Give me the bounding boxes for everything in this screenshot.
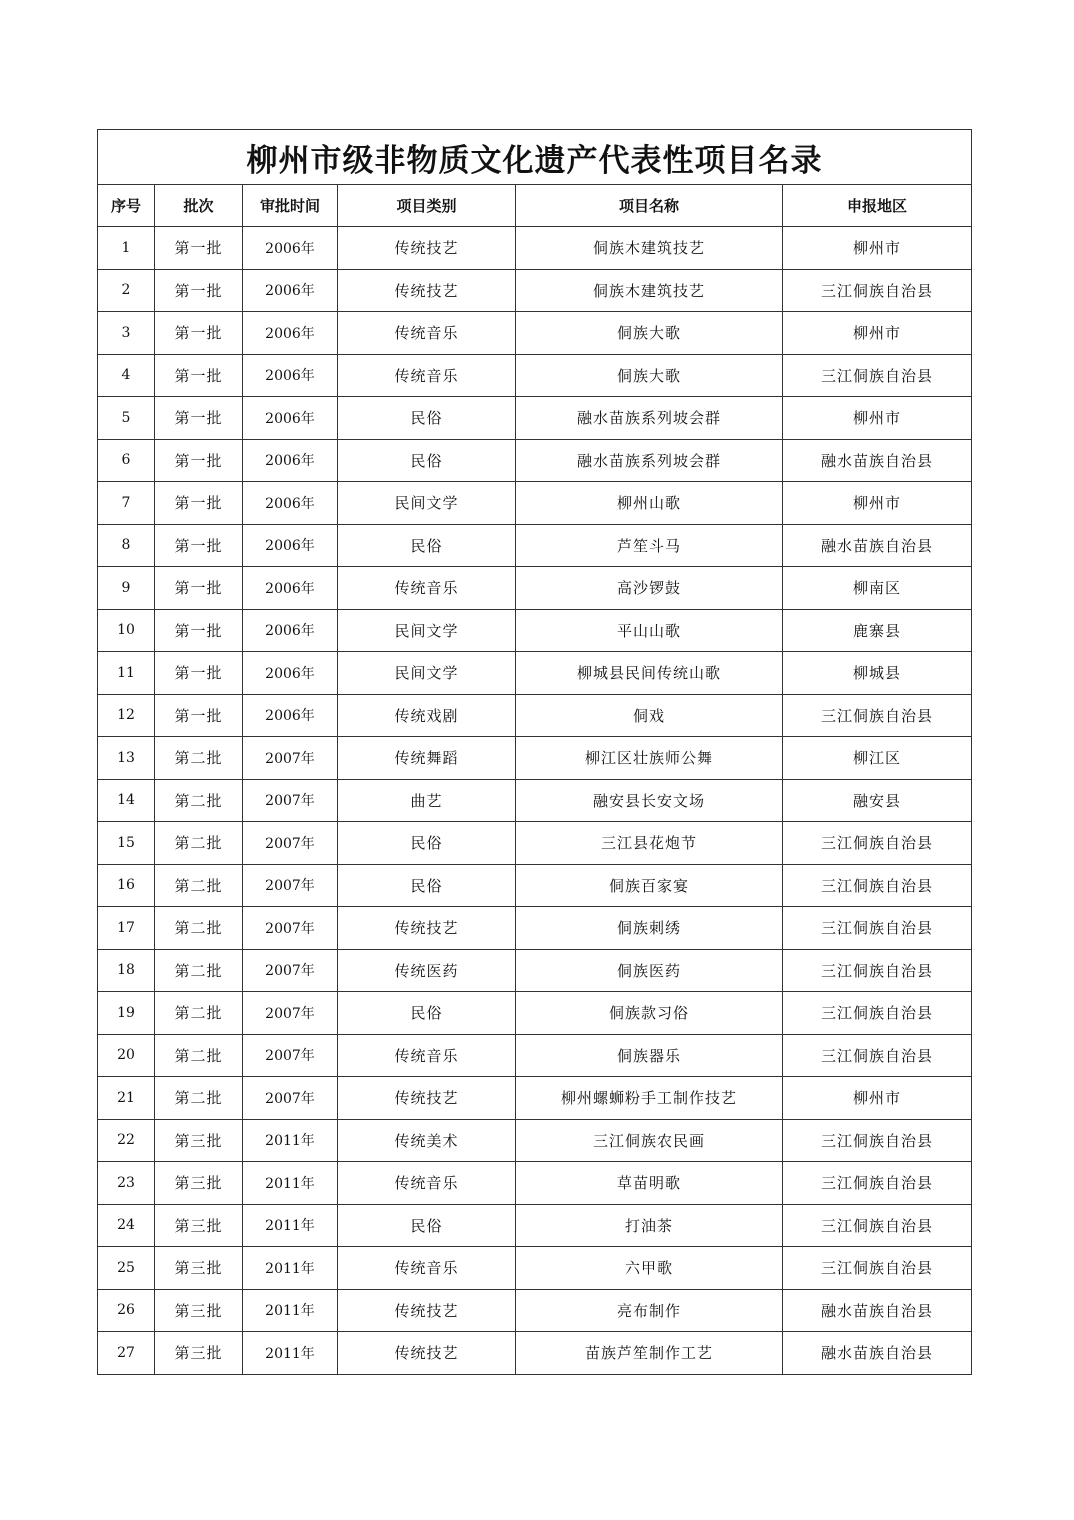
cell-category: 民俗 bbox=[338, 992, 516, 1035]
table-row bbox=[98, 439, 972, 482]
cell-project-name: 侗族医药 bbox=[516, 949, 783, 992]
table-row bbox=[98, 354, 972, 397]
cell-category: 传统音乐 bbox=[338, 1247, 516, 1290]
cell-index: 14 bbox=[98, 779, 155, 822]
cell-approval-time: 2011年 bbox=[243, 1204, 338, 1247]
cell-project-name: 柳州螺蛳粉手工制作技艺 bbox=[516, 1077, 783, 1120]
table-row bbox=[98, 864, 972, 907]
cell-approval-time: 2006年 bbox=[243, 524, 338, 567]
cell-project-name: 六甲歌 bbox=[516, 1247, 783, 1290]
cell-approval-time: 2007年 bbox=[243, 779, 338, 822]
table-row bbox=[98, 482, 972, 525]
cell-approval-time: 2007年 bbox=[243, 949, 338, 992]
cell-category: 民俗 bbox=[338, 864, 516, 907]
table-row bbox=[98, 1119, 972, 1162]
cell-category: 传统音乐 bbox=[338, 354, 516, 397]
cell-index: 21 bbox=[98, 1077, 155, 1120]
table-row bbox=[98, 822, 972, 865]
cell-approval-time: 2011年 bbox=[243, 1247, 338, 1290]
cell-batch: 第一批 bbox=[155, 227, 243, 270]
cell-region: 三江侗族自治县 bbox=[783, 992, 972, 1035]
cell-approval-time: 2006年 bbox=[243, 439, 338, 482]
cell-index: 16 bbox=[98, 864, 155, 907]
cell-region: 三江侗族自治县 bbox=[783, 822, 972, 865]
cell-approval-time: 2006年 bbox=[243, 609, 338, 652]
cell-index: 13 bbox=[98, 737, 155, 780]
cell-index: 24 bbox=[98, 1204, 155, 1247]
cell-project-name: 柳州山歌 bbox=[516, 482, 783, 525]
table-row bbox=[98, 609, 972, 652]
cell-batch: 第二批 bbox=[155, 992, 243, 1035]
cell-project-name: 融水苗族系列坡会群 bbox=[516, 439, 783, 482]
table-row bbox=[98, 1289, 972, 1332]
cell-project-name: 亮布制作 bbox=[516, 1289, 783, 1332]
cell-project-name: 侗族器乐 bbox=[516, 1034, 783, 1077]
cell-region: 三江侗族自治县 bbox=[783, 907, 972, 950]
cell-approval-time: 2011年 bbox=[243, 1119, 338, 1162]
column-header-approval-time: 审批时间 bbox=[243, 185, 338, 227]
cell-approval-time: 2006年 bbox=[243, 397, 338, 440]
cell-region: 三江侗族自治县 bbox=[783, 1119, 972, 1162]
cell-approval-time: 2007年 bbox=[243, 1034, 338, 1077]
cell-approval-time: 2006年 bbox=[243, 269, 338, 312]
cell-project-name: 平山山歌 bbox=[516, 609, 783, 652]
cell-batch: 第一批 bbox=[155, 482, 243, 525]
cell-category: 传统技艺 bbox=[338, 269, 516, 312]
table-row bbox=[98, 524, 972, 567]
cell-region: 三江侗族自治县 bbox=[783, 1247, 972, 1290]
cell-index: 15 bbox=[98, 822, 155, 865]
cell-index: 7 bbox=[98, 482, 155, 525]
cell-region: 柳南区 bbox=[783, 567, 972, 610]
cell-approval-time: 2006年 bbox=[243, 227, 338, 270]
column-header-project-name: 项目名称 bbox=[516, 185, 783, 227]
cell-index: 6 bbox=[98, 439, 155, 482]
cell-batch: 第二批 bbox=[155, 907, 243, 950]
cell-approval-time: 2007年 bbox=[243, 822, 338, 865]
cell-approval-time: 2006年 bbox=[243, 694, 338, 737]
cell-region: 柳州市 bbox=[783, 482, 972, 525]
cell-region: 融水苗族自治县 bbox=[783, 524, 972, 567]
cell-batch: 第三批 bbox=[155, 1289, 243, 1332]
column-header-batch: 批次 bbox=[155, 185, 243, 227]
cell-category: 传统音乐 bbox=[338, 567, 516, 610]
table-row bbox=[98, 1034, 972, 1077]
cell-batch: 第一批 bbox=[155, 269, 243, 312]
table-row bbox=[98, 737, 972, 780]
cell-batch: 第一批 bbox=[155, 354, 243, 397]
cell-index: 18 bbox=[98, 949, 155, 992]
cell-project-name: 打油茶 bbox=[516, 1204, 783, 1247]
table-row bbox=[98, 227, 972, 270]
cell-category: 曲艺 bbox=[338, 779, 516, 822]
cell-batch: 第二批 bbox=[155, 737, 243, 780]
cell-category: 传统技艺 bbox=[338, 1332, 516, 1375]
cell-category: 民俗 bbox=[338, 439, 516, 482]
cell-index: 19 bbox=[98, 992, 155, 1035]
cell-index: 8 bbox=[98, 524, 155, 567]
column-header-category: 项目类别 bbox=[338, 185, 516, 227]
cell-batch: 第一批 bbox=[155, 524, 243, 567]
cell-category: 传统技艺 bbox=[338, 1289, 516, 1332]
cell-approval-time: 2011年 bbox=[243, 1289, 338, 1332]
cell-category: 民俗 bbox=[338, 524, 516, 567]
cell-region: 三江侗族自治县 bbox=[783, 354, 972, 397]
cell-batch: 第二批 bbox=[155, 1077, 243, 1120]
cell-approval-time: 2006年 bbox=[243, 482, 338, 525]
cell-batch: 第二批 bbox=[155, 822, 243, 865]
cell-batch: 第三批 bbox=[155, 1204, 243, 1247]
cell-category: 传统技艺 bbox=[338, 227, 516, 270]
cell-region: 三江侗族自治县 bbox=[783, 694, 972, 737]
cell-region: 三江侗族自治县 bbox=[783, 949, 972, 992]
cell-category: 传统音乐 bbox=[338, 1162, 516, 1205]
cell-batch: 第二批 bbox=[155, 949, 243, 992]
cell-region: 柳城县 bbox=[783, 652, 972, 695]
cell-project-name: 侗族款习俗 bbox=[516, 992, 783, 1035]
cell-index: 9 bbox=[98, 567, 155, 610]
cell-category: 传统美术 bbox=[338, 1119, 516, 1162]
cell-approval-time: 2007年 bbox=[243, 992, 338, 1035]
cell-batch: 第一批 bbox=[155, 567, 243, 610]
table-row bbox=[98, 907, 972, 950]
column-header-index: 序号 bbox=[98, 185, 155, 227]
cell-index: 27 bbox=[98, 1332, 155, 1375]
table-row bbox=[98, 397, 972, 440]
table-row bbox=[98, 1247, 972, 1290]
cell-project-name: 侗族木建筑技艺 bbox=[516, 269, 783, 312]
cell-project-name: 芦笙斗马 bbox=[516, 524, 783, 567]
cell-project-name: 高沙锣鼓 bbox=[516, 567, 783, 610]
cell-index: 4 bbox=[98, 354, 155, 397]
cell-batch: 第三批 bbox=[155, 1162, 243, 1205]
cell-project-name: 侗戏 bbox=[516, 694, 783, 737]
table-row bbox=[98, 1204, 972, 1247]
table-row bbox=[98, 1162, 972, 1205]
cell-index: 25 bbox=[98, 1247, 155, 1290]
cell-batch: 第一批 bbox=[155, 439, 243, 482]
cell-project-name: 侗族木建筑技艺 bbox=[516, 227, 783, 270]
cell-region: 柳江区 bbox=[783, 737, 972, 780]
cell-region: 柳州市 bbox=[783, 397, 972, 440]
cell-index: 5 bbox=[98, 397, 155, 440]
cell-region: 融水苗族自治县 bbox=[783, 439, 972, 482]
cell-index: 11 bbox=[98, 652, 155, 695]
cell-index: 10 bbox=[98, 609, 155, 652]
cell-project-name: 苗族芦笙制作工艺 bbox=[516, 1332, 783, 1375]
table-header-row bbox=[98, 185, 972, 227]
cell-category: 民间文学 bbox=[338, 482, 516, 525]
cell-batch: 第三批 bbox=[155, 1247, 243, 1290]
cell-index: 12 bbox=[98, 694, 155, 737]
cell-approval-time: 2006年 bbox=[243, 567, 338, 610]
cell-region: 柳州市 bbox=[783, 312, 972, 355]
cell-project-name: 侗族百家宴 bbox=[516, 864, 783, 907]
cell-category: 传统技艺 bbox=[338, 907, 516, 950]
table-row bbox=[98, 567, 972, 610]
cell-approval-time: 2007年 bbox=[243, 907, 338, 950]
cell-project-name: 三江侗族农民画 bbox=[516, 1119, 783, 1162]
cell-project-name: 侗族大歌 bbox=[516, 354, 783, 397]
heritage-list-table bbox=[97, 129, 972, 1375]
cell-approval-time: 2011年 bbox=[243, 1162, 338, 1205]
cell-project-name: 融安县长安文场 bbox=[516, 779, 783, 822]
cell-project-name: 三江县花炮节 bbox=[516, 822, 783, 865]
table-row bbox=[98, 269, 972, 312]
cell-region: 三江侗族自治县 bbox=[783, 1204, 972, 1247]
cell-approval-time: 2006年 bbox=[243, 312, 338, 355]
cell-region: 三江侗族自治县 bbox=[783, 1034, 972, 1077]
table-row bbox=[98, 779, 972, 822]
cell-region: 柳州市 bbox=[783, 227, 972, 270]
cell-project-name: 柳江区壮族师公舞 bbox=[516, 737, 783, 780]
cell-category: 民间文学 bbox=[338, 609, 516, 652]
cell-project-name: 侗族刺绣 bbox=[516, 907, 783, 950]
cell-region: 三江侗族自治县 bbox=[783, 864, 972, 907]
cell-category: 传统舞蹈 bbox=[338, 737, 516, 780]
cell-index: 26 bbox=[98, 1289, 155, 1332]
cell-approval-time: 2007年 bbox=[243, 737, 338, 780]
cell-approval-time: 2011年 bbox=[243, 1332, 338, 1375]
cell-batch: 第一批 bbox=[155, 312, 243, 355]
column-header-region: 申报地区 bbox=[783, 185, 972, 227]
cell-region: 融水苗族自治县 bbox=[783, 1332, 972, 1375]
cell-approval-time: 2006年 bbox=[243, 652, 338, 695]
cell-category: 民俗 bbox=[338, 822, 516, 865]
cell-region: 融水苗族自治县 bbox=[783, 1289, 972, 1332]
table-row bbox=[98, 694, 972, 737]
table-row bbox=[98, 1332, 972, 1375]
cell-index: 2 bbox=[98, 269, 155, 312]
cell-category: 传统音乐 bbox=[338, 1034, 516, 1077]
cell-category: 传统技艺 bbox=[338, 1077, 516, 1120]
document-title: 柳州市级非物质文化遗产代表性项目名录 bbox=[98, 130, 972, 185]
cell-batch: 第二批 bbox=[155, 779, 243, 822]
cell-category: 民间文学 bbox=[338, 652, 516, 695]
cell-category: 民俗 bbox=[338, 1204, 516, 1247]
cell-project-name: 柳城县民间传统山歌 bbox=[516, 652, 783, 695]
table-body bbox=[98, 227, 972, 1375]
cell-region: 融安县 bbox=[783, 779, 972, 822]
cell-batch: 第二批 bbox=[155, 864, 243, 907]
cell-batch: 第一批 bbox=[155, 694, 243, 737]
cell-batch: 第一批 bbox=[155, 652, 243, 695]
cell-region: 鹿寨县 bbox=[783, 609, 972, 652]
cell-index: 1 bbox=[98, 227, 155, 270]
cell-region: 柳州市 bbox=[783, 1077, 972, 1120]
table-row bbox=[98, 312, 972, 355]
cell-index: 22 bbox=[98, 1119, 155, 1162]
cell-batch: 第三批 bbox=[155, 1332, 243, 1375]
cell-region: 三江侗族自治县 bbox=[783, 1162, 972, 1205]
cell-project-name: 侗族大歌 bbox=[516, 312, 783, 355]
cell-category: 传统音乐 bbox=[338, 312, 516, 355]
cell-category: 民俗 bbox=[338, 397, 516, 440]
cell-batch: 第一批 bbox=[155, 609, 243, 652]
cell-approval-time: 2007年 bbox=[243, 1077, 338, 1120]
cell-approval-time: 2007年 bbox=[243, 864, 338, 907]
cell-approval-time: 2006年 bbox=[243, 354, 338, 397]
cell-project-name: 融水苗族系列坡会群 bbox=[516, 397, 783, 440]
cell-category: 传统医药 bbox=[338, 949, 516, 992]
cell-batch: 第二批 bbox=[155, 1034, 243, 1077]
cell-category: 传统戏剧 bbox=[338, 694, 516, 737]
cell-batch: 第三批 bbox=[155, 1119, 243, 1162]
cell-index: 20 bbox=[98, 1034, 155, 1077]
cell-index: 3 bbox=[98, 312, 155, 355]
table-row bbox=[98, 949, 972, 992]
table-row bbox=[98, 652, 972, 695]
cell-project-name: 草苗明歌 bbox=[516, 1162, 783, 1205]
table-row bbox=[98, 1077, 972, 1120]
cell-index: 23 bbox=[98, 1162, 155, 1205]
cell-index: 17 bbox=[98, 907, 155, 950]
cell-batch: 第一批 bbox=[155, 397, 243, 440]
table-row bbox=[98, 992, 972, 1035]
cell-region: 三江侗族自治县 bbox=[783, 269, 972, 312]
